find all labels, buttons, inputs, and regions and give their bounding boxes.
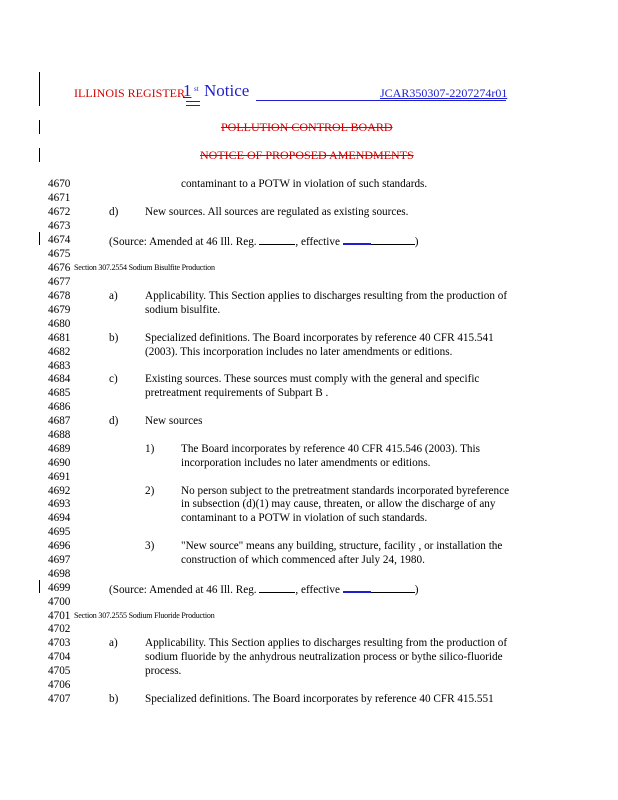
notice-title: NOTICE OF PROPOSED AMENDMENTS [200, 148, 414, 162]
change-bar [39, 580, 40, 593]
item-label: b) [109, 332, 119, 344]
line-number: 4685 [48, 387, 71, 399]
line-number: 4706 [48, 679, 71, 691]
body-text: (2003). This incorporation includes no later amendments or editions. [145, 346, 453, 358]
line-number: 4704 [48, 651, 71, 663]
line-number: 4692 [48, 485, 71, 497]
line-number: 4673 [48, 220, 71, 232]
source-text: ) [414, 236, 419, 248]
item-label: 3) [145, 540, 155, 552]
change-bar [39, 148, 40, 162]
line-number: 4687 [48, 415, 71, 427]
line-number: 4695 [48, 526, 71, 538]
line-number: 4705 [48, 665, 71, 677]
line-number: 4676 [48, 262, 71, 274]
section-heading: Section 307.2554 Sodium Bisulfite Production [74, 263, 215, 272]
line-number: 4693 [48, 498, 71, 510]
line-number: 4680 [48, 318, 71, 330]
notice-suffix: st [194, 85, 199, 93]
line-number: 4698 [48, 568, 71, 580]
line-number: 4691 [48, 471, 71, 483]
line-number: 4700 [48, 596, 71, 608]
effective-blank [371, 234, 415, 245]
body-text: in subsection (d)(1) may cause, threaten, or allow the discharge of any [181, 498, 496, 510]
line-number: 4684 [48, 373, 71, 385]
item-label: a) [109, 290, 118, 302]
body-text: Existing sources. These sources must comply with the general and specific [145, 373, 480, 385]
header-mark [186, 105, 200, 106]
item-label: 2) [145, 485, 155, 497]
board-title: POLLUTION CONTROL BOARD [221, 120, 393, 134]
item-label: b) [109, 693, 119, 705]
source-text: , effective [295, 236, 340, 248]
line-number: 4697 [48, 554, 71, 566]
item-label: 1) [145, 443, 155, 455]
line-number: 4689 [48, 443, 71, 455]
line-number: 4679 [48, 304, 71, 316]
line-number: 4690 [48, 457, 71, 469]
body-text: pretreatment requirements of Subpart B . [145, 387, 329, 399]
change-bar [39, 120, 40, 134]
item-label: d) [109, 206, 119, 218]
register-title: ILLINOIS REGISTER [74, 86, 185, 100]
source-text: , effective [295, 584, 340, 596]
register-blank [259, 234, 295, 245]
change-bar [39, 72, 40, 106]
source-text: (Source: Amended at 46 Ill. Reg. [109, 236, 257, 248]
notice-label: Notice [204, 81, 250, 100]
body-text: process. [145, 665, 182, 677]
item-label: c) [109, 373, 118, 385]
header-mark [186, 101, 200, 102]
body-text: contaminant to a POTW in violation of such standards. [181, 178, 428, 190]
item-label: d) [109, 415, 119, 427]
body-text: Applicability. This Section applies to discharges resulting from the production of [145, 290, 508, 302]
document-id: JCAR350307-2207274r01 [380, 86, 508, 100]
line-number: 4671 [48, 192, 71, 204]
line-number: 4670 [48, 178, 71, 190]
line-number: 4701 [48, 610, 71, 622]
register-blank [259, 582, 295, 593]
source-note [109, 233, 418, 249]
line-number: 4699 [48, 582, 71, 594]
line-number: 4674 [48, 234, 71, 246]
section-heading: Section 307.2555 Sodium Fluoride Production [74, 611, 215, 620]
line-number: 4688 [48, 429, 71, 441]
body-text: New sources. All sources are regulated as existing sources. [145, 206, 409, 218]
body-text: "New source" means any building, structure, facility , or installation the [181, 540, 503, 552]
line-number: 4677 [48, 276, 71, 288]
effective-blank-inserted [343, 233, 371, 245]
line-number: 4696 [48, 540, 71, 552]
change-bar [39, 232, 40, 245]
item-label: a) [109, 637, 118, 649]
source-note [109, 581, 418, 597]
body-text: Applicability. This Section applies to discharges resulting from the production of [145, 637, 508, 649]
body-text: New sources [145, 415, 203, 427]
line-number: 4702 [48, 623, 71, 635]
body-text: No person subject to the pretreatment standards incorporated byreference [181, 485, 510, 497]
body-text: The Board incorporates by reference 40 CFR 415.546 (2003). This [181, 443, 480, 455]
line-number: 4683 [48, 360, 71, 372]
body-text: Specialized definitions. The Board incorporates by reference 40 CFR 415.541 [145, 332, 494, 344]
line-number: 4686 [48, 401, 71, 413]
body-text: sodium bisulfite. [145, 304, 221, 316]
line-number: 4703 [48, 637, 71, 649]
line-number: 4678 [48, 290, 71, 302]
source-text: (Source: Amended at 46 Ill. Reg. [109, 584, 257, 596]
line-number: 4694 [48, 512, 71, 524]
body-text: contaminant to a POTW in violation of such standards. [181, 512, 428, 524]
body-text: sodium fluoride by the anhydrous neutralization process or bythe silico-fluoride [145, 651, 503, 663]
body-text: construction of which commenced after July 24, 1980. [181, 554, 425, 566]
line-number: 4672 [48, 206, 71, 218]
source-text: ) [414, 584, 419, 596]
body-text: Specialized definitions. The Board incorporates by reference 40 CFR 415.551 [145, 693, 494, 705]
notice-number: 1 [183, 81, 192, 100]
line-number: 4681 [48, 332, 71, 344]
effective-blank-inserted [343, 581, 371, 593]
body-text: incorporation includes no later amendments or editions. [181, 457, 431, 469]
line-number: 4682 [48, 346, 71, 358]
line-number: 4675 [48, 248, 71, 260]
effective-blank [371, 582, 415, 593]
line-number: 4707 [48, 693, 71, 705]
